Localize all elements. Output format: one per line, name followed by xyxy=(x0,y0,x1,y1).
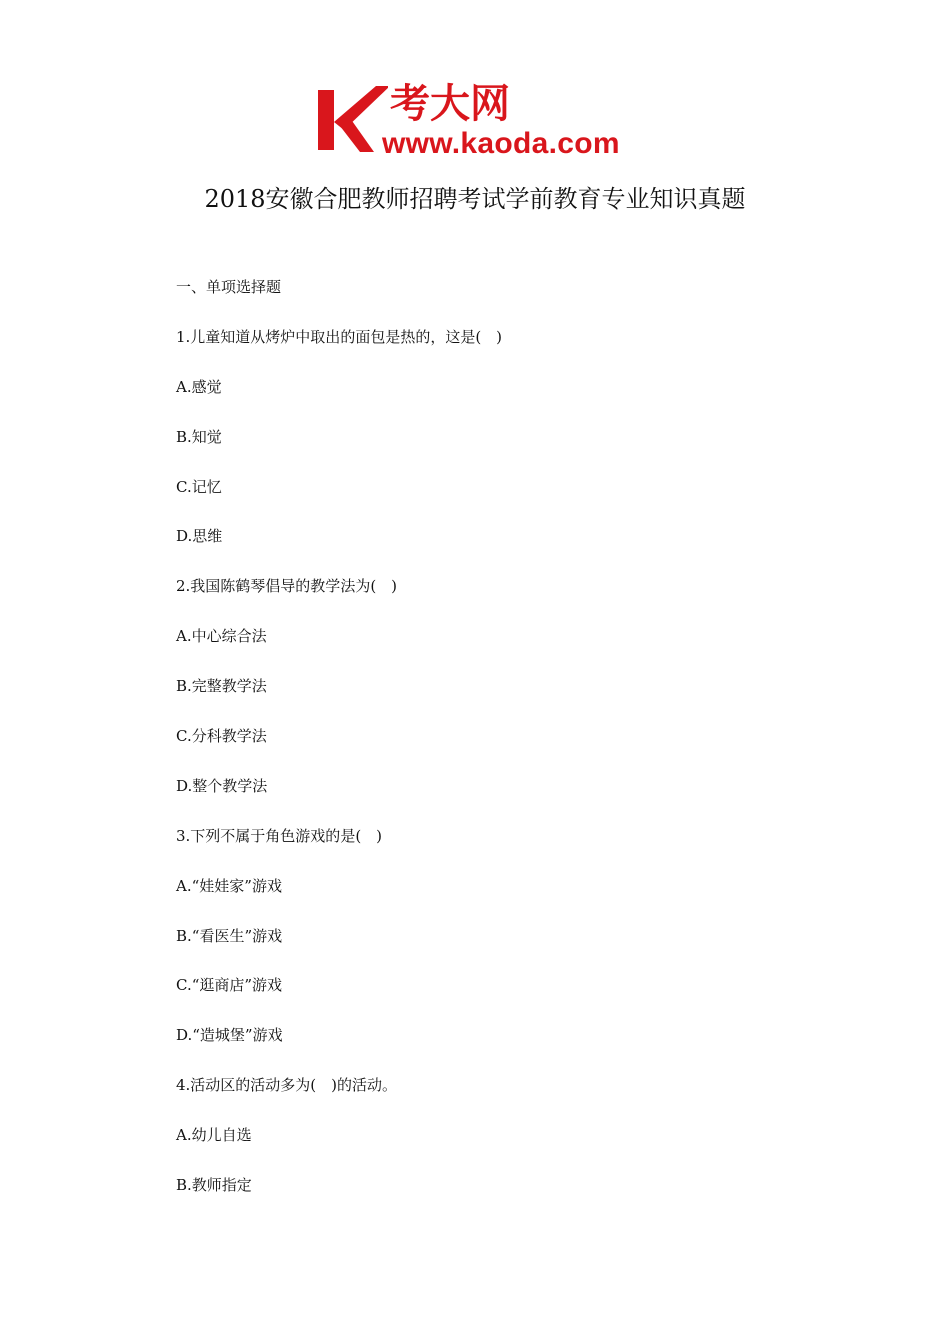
kaoda-logo xyxy=(318,81,638,162)
question-1-option-d: D.思维 xyxy=(176,527,223,546)
question-1-option-b: B.知觉 xyxy=(176,427,222,446)
question-4-option-a: A.幼儿自选 xyxy=(176,1126,252,1145)
section-heading: 一、单项选择题 xyxy=(176,278,282,296)
logo-chinese-text: 考大网 xyxy=(390,81,510,127)
question-3-option-a: A.“娃娃家”游戏 xyxy=(176,876,282,895)
question-3-option-d: D.“造城堡”游戏 xyxy=(176,1026,283,1045)
document-title: 2018安徽合肥教师招聘考试学前教育专业知识真题 xyxy=(204,185,746,213)
question-1-option-c: C.记忆 xyxy=(176,477,222,496)
question-list xyxy=(176,275,816,1223)
question-2: 2.我国陈鹤琴倡导的教学法为( ) xyxy=(176,577,398,596)
logo-url-text: www.kaoda.com xyxy=(382,127,620,160)
question-2-option-d: D.整个教学法 xyxy=(176,776,268,795)
question-4: 4.活动区的活动多为( )的活动。 xyxy=(176,1076,398,1095)
question-2-option-a: A.中心综合法 xyxy=(176,627,267,646)
question-4-option-b: B.教师指定 xyxy=(176,1176,252,1195)
question-3-option-b: B.“看医生”游戏 xyxy=(176,926,283,945)
question-2-option-c: C.分科教学法 xyxy=(176,727,267,746)
question-1-option-a: A.感觉 xyxy=(176,377,222,396)
question-2-option-b: B.完整教学法 xyxy=(176,677,267,696)
k-logo-icon xyxy=(318,86,388,154)
question-3-option-c: C.“逛商店”游戏 xyxy=(176,976,283,995)
question-3: 3.下列不属于角色游戏的是( ) xyxy=(176,826,383,845)
question-1: 1.儿童知道从烤炉中取出的面包是热的，这是( ) xyxy=(176,327,503,346)
